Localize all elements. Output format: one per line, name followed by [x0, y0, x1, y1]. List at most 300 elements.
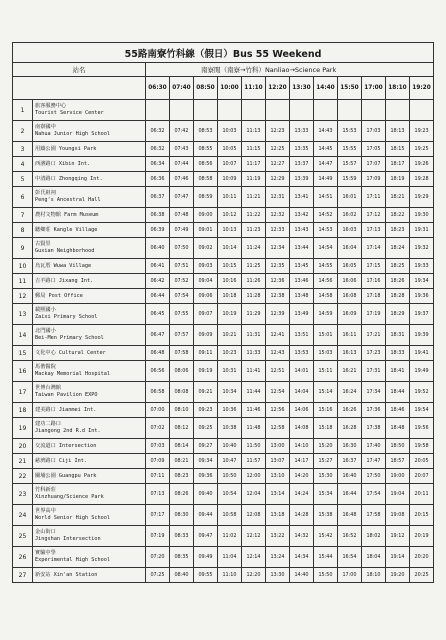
stop-row [13, 346, 434, 361]
departure-time-cell: 06:47 [146, 325, 170, 346]
departure-time-cell: 09:19 [194, 361, 218, 382]
departure-time-cell: 20:15 [410, 505, 434, 526]
departure-time-cell: 14:10 [290, 439, 314, 454]
departure-time-cell: 16:08 [338, 289, 362, 304]
stop-name [33, 325, 146, 346]
departure-time-cell: 19:58 [410, 439, 434, 454]
departure-time-cell: 13:41 [290, 187, 314, 208]
departure-times-header-row [13, 77, 434, 100]
stop-number: 20 [13, 439, 33, 454]
departure-time-cell: 09:09 [194, 325, 218, 346]
departure-time-cell: 13:39 [290, 172, 314, 187]
departure-time-header: 19:20 [410, 77, 434, 100]
departure-time-cell: 09:01 [194, 223, 218, 238]
stop-number: 19 [13, 418, 33, 439]
departure-time-cell: 07:43 [170, 142, 194, 157]
departure-time-cell: 14:32 [290, 526, 314, 547]
departure-time-cell: 12:27 [266, 157, 290, 172]
departure-time-cell: 16:11 [338, 325, 362, 346]
stop-name-english: Peng's Ancestral Hall [35, 197, 101, 203]
departure-time-cell: 19:30 [410, 208, 434, 223]
departure-time-cell: 14:52 [314, 208, 338, 223]
departure-time-cell: 14:20 [290, 469, 314, 484]
departure-time-cell: 10:47 [218, 454, 242, 469]
departure-time-cell: 13:00 [266, 439, 290, 454]
departure-time-cell: 07:48 [170, 208, 194, 223]
departure-time-cell: 08:08 [170, 382, 194, 403]
departure-time-cell: 06:40 [146, 238, 170, 259]
departure-time-cell: 08:35 [170, 547, 194, 568]
departure-time-cell: 19:04 [386, 484, 410, 505]
stop-name: 吉羊路口 Jixang Int. [33, 274, 146, 289]
stop-name: 關埔公園 Guangpu Park [33, 469, 146, 484]
departure-time-cell: 15:44 [314, 547, 338, 568]
departure-time-header: 17:00 [362, 77, 386, 100]
stop-name: 用鑄公園 Youngxi Park [33, 142, 146, 157]
departure-time-cell: 15:01 [314, 325, 338, 346]
stop-number: 5 [13, 172, 33, 187]
departure-time-cell: 12:39 [266, 304, 290, 325]
departure-time-cell: 06:44 [146, 289, 170, 304]
departure-time-cell: 10:05 [218, 142, 242, 157]
departure-time-cell: 10:50 [218, 469, 242, 484]
departure-time-cell: 11:46 [242, 403, 266, 418]
stop-name: 文化中心 Cultural Center [33, 346, 146, 361]
stop-number: 23 [13, 484, 33, 505]
departure-time-cell: 14:54 [314, 238, 338, 259]
departure-time-cell [170, 100, 194, 121]
departure-time-cell [242, 100, 266, 121]
departure-time-cell: 12:14 [242, 547, 266, 568]
departure-time-cell: 20:11 [410, 484, 434, 505]
departure-time-cell: 10:18 [218, 289, 242, 304]
departure-time-cell: 10:11 [218, 187, 242, 208]
stop-number: 21 [13, 454, 33, 469]
departure-time-cell: 08:33 [170, 526, 194, 547]
departure-time-cell: 14:06 [290, 403, 314, 418]
departure-time-cell: 11:10 [218, 568, 242, 583]
departure-time-cell: 10:14 [218, 238, 242, 259]
stop-name-chinese: 古賢里 [35, 241, 51, 247]
stop-name-chinese: 北門國小 [35, 328, 56, 334]
departure-time-cell: 11:50 [242, 439, 266, 454]
stop-name [33, 187, 146, 208]
stop-name: 郵局 Post Office [33, 289, 146, 304]
stop-name-english: Xinzhuang/Science Park [35, 494, 104, 500]
departure-time-cell: 16:03 [338, 223, 362, 238]
stop-number: 13 [13, 304, 33, 325]
departure-time-cell: 12:56 [266, 403, 290, 418]
departure-time-cell: 12:41 [266, 325, 290, 346]
stop-name-chinese: 建功二路口 [35, 421, 61, 427]
departure-time-cell: 17:00 [338, 568, 362, 583]
departure-time-cell: 09:34 [194, 454, 218, 469]
stop-number: 3 [13, 142, 33, 157]
departure-time-cell: 16:54 [338, 547, 362, 568]
departure-time-cell: 07:57 [170, 325, 194, 346]
departure-time-cell: 10:13 [218, 223, 242, 238]
departure-time-cell: 13:18 [266, 505, 290, 526]
departure-time-header: 14:40 [314, 77, 338, 100]
departure-time-cell: 11:48 [242, 418, 266, 439]
departure-time-cell: 17:58 [362, 505, 386, 526]
departure-time-cell: 17:09 [362, 172, 386, 187]
route-header: 南寮閒（南寮→竹科）Nanliao→Science Park [146, 63, 434, 77]
departure-time-cell: 17:38 [362, 418, 386, 439]
departure-time-cell: 08:06 [170, 361, 194, 382]
times-header-spacer [13, 77, 146, 100]
stop-number: 4 [13, 157, 33, 172]
departure-time-cell: 11:57 [242, 454, 266, 469]
stop-number: 14 [13, 325, 33, 346]
departure-time-cell: 12:32 [266, 208, 290, 223]
departure-time-cell: 20:07 [410, 469, 434, 484]
stop-name-english: World Senior High School [35, 515, 110, 521]
departure-time-cell: 12:35 [266, 259, 290, 274]
stop-name-chinese: 世博台灣館 [35, 385, 61, 391]
departure-time-cell: 14:01 [290, 361, 314, 382]
stop-name [33, 418, 146, 439]
departure-time-cell: 08:14 [170, 439, 194, 454]
stop-row [13, 172, 434, 187]
departure-time-cell [410, 100, 434, 121]
departure-time-cell: 17:11 [362, 187, 386, 208]
stop-row [13, 304, 434, 325]
departure-time-cell: 17:15 [362, 259, 386, 274]
departure-time-cell: 08:10 [170, 403, 194, 418]
departure-time-cell: 16:44 [338, 484, 362, 505]
departure-time-cell: 14:59 [314, 304, 338, 325]
stop-row [13, 418, 434, 439]
stop-name-english: Zaixi Primary School [35, 314, 98, 320]
stop-row [13, 454, 434, 469]
departure-time-cell: 07:58 [170, 346, 194, 361]
departure-time-cell: 20:05 [410, 454, 434, 469]
departure-time-cell: 18:41 [386, 361, 410, 382]
departure-time-header: 07:40 [170, 77, 194, 100]
stop-name-english: Nahua Junior High School [35, 131, 110, 137]
departure-time-cell: 09:02 [194, 238, 218, 259]
stop-name [33, 382, 146, 403]
departure-time-cell: 13:48 [290, 289, 314, 304]
departure-time-cell: 18:26 [386, 274, 410, 289]
departure-time-cell: 17:14 [362, 238, 386, 259]
departure-time-cell: 14:28 [290, 505, 314, 526]
departure-time-cell: 11:24 [242, 238, 266, 259]
stop-row [13, 505, 434, 526]
departure-time-cell: 14:58 [314, 289, 338, 304]
departure-time-cell: 12:00 [242, 469, 266, 484]
departure-time-cell [362, 100, 386, 121]
departure-time-cell: 15:18 [314, 418, 338, 439]
departure-time-cell: 10:21 [218, 325, 242, 346]
stop-name: 烏瓦厝 Wuwa Village [33, 259, 146, 274]
departure-time-cell: 11:28 [242, 289, 266, 304]
departure-time-cell: 17:07 [362, 157, 386, 172]
departure-time-cell: 11:19 [242, 172, 266, 187]
timetable-sheet [12, 42, 433, 583]
stop-name [33, 361, 146, 382]
departure-time-cell: 10:07 [218, 157, 242, 172]
departure-time-cell: 16:24 [338, 382, 362, 403]
stop-number: 24 [13, 505, 33, 526]
departure-time-cell: 13:24 [266, 547, 290, 568]
departure-time-cell: 16:52 [338, 526, 362, 547]
departure-time-cell: 16:48 [338, 505, 362, 526]
stop-row [13, 325, 434, 346]
departure-time-cell [218, 100, 242, 121]
departure-time-cell: 14:53 [314, 223, 338, 238]
departure-time-header: 10:00 [218, 77, 242, 100]
departure-time-cell: 15:57 [338, 157, 362, 172]
departure-time-cell: 20:19 [410, 526, 434, 547]
stop-name-english: Experimental High School [35, 557, 110, 563]
departure-time-cell: 11:23 [242, 223, 266, 238]
departure-time-cell: 09:07 [194, 304, 218, 325]
departure-time-cell: 19:20 [386, 568, 410, 583]
stop-row [13, 238, 434, 259]
stop-row [13, 259, 434, 274]
departure-time-cell: 13:44 [290, 238, 314, 259]
departure-time-cell: 18:48 [386, 418, 410, 439]
departure-time-cell: 09:27 [194, 439, 218, 454]
departure-time-cell: 09:00 [194, 208, 218, 223]
departure-time-cell: 19:52 [410, 382, 434, 403]
stop-row [13, 142, 434, 157]
departure-time-cell [266, 100, 290, 121]
departure-time-cell: 07:42 [170, 121, 194, 142]
departure-time-cell: 12:36 [266, 274, 290, 289]
stop-name: 中清路口 Zhongqing Int. [33, 172, 146, 187]
departure-time-cell: 16:40 [338, 469, 362, 484]
stop-name-chinese: 實驗中學 [35, 550, 56, 556]
departure-time-cell: 18:46 [386, 403, 410, 418]
departure-time-cell: 10:09 [218, 172, 242, 187]
stop-name-chinese: 金山街口 [35, 529, 56, 535]
departure-time-cell: 06:32 [146, 142, 170, 157]
departure-time-cell: 19:28 [410, 172, 434, 187]
departure-time-cell: 11:21 [242, 187, 266, 208]
departure-time-cell: 14:45 [314, 142, 338, 157]
departure-time-cell: 06:34 [146, 157, 170, 172]
departure-time-cell: 19:23 [410, 121, 434, 142]
departure-time-cell: 19:41 [410, 346, 434, 361]
departure-time-cell: 19:14 [386, 547, 410, 568]
departure-time-cell: 07:11 [146, 469, 170, 484]
departure-time-cell: 18:57 [386, 454, 410, 469]
stop-name [33, 238, 146, 259]
departure-time-cell: 17:03 [362, 121, 386, 142]
departure-time-cell: 17:23 [362, 346, 386, 361]
departure-time-cell: 13:43 [290, 223, 314, 238]
stop-number: 6 [13, 187, 33, 208]
stop-row [13, 274, 434, 289]
departure-time-cell: 12:43 [266, 346, 290, 361]
departure-time-cell: 12:29 [266, 172, 290, 187]
departure-time-cell: 19:54 [410, 403, 434, 418]
departure-time-cell: 09:11 [194, 346, 218, 361]
departure-time-cell: 07:55 [170, 304, 194, 325]
stop-name [33, 547, 146, 568]
departure-time-cell: 19:31 [410, 223, 434, 238]
departure-time-cell: 07:54 [170, 289, 194, 304]
departure-time-cell: 15:38 [314, 505, 338, 526]
departure-time-cell: 16:04 [338, 238, 362, 259]
departure-time-cell: 13:35 [290, 142, 314, 157]
departure-time-cell: 19:39 [410, 325, 434, 346]
departure-time-cell: 07:50 [170, 238, 194, 259]
stop-row [13, 526, 434, 547]
departure-time-cell: 18:28 [386, 289, 410, 304]
departure-time-cell: 17:18 [362, 289, 386, 304]
departure-time-cell [194, 100, 218, 121]
departure-time-cell: 11:17 [242, 157, 266, 172]
timetable [12, 42, 434, 583]
timetable-title: 55路南寮竹科線（假日）Bus 55 Weekend [13, 43, 434, 63]
departure-time-cell: 10:03 [218, 121, 242, 142]
departure-time-cell: 16:09 [338, 304, 362, 325]
departure-time-cell: 17:36 [362, 403, 386, 418]
departure-time-cell: 18:22 [386, 208, 410, 223]
departure-time-cell: 12:54 [266, 382, 290, 403]
departure-time-cell: 10:23 [218, 346, 242, 361]
departure-time-header: 06:30 [146, 77, 170, 100]
stop-row [13, 157, 434, 172]
stop-row [13, 568, 434, 583]
departure-time-cell: 19:29 [410, 187, 434, 208]
departure-time-cell: 18:24 [386, 238, 410, 259]
departure-time-cell: 17:47 [362, 454, 386, 469]
departure-time-cell: 07:44 [170, 157, 194, 172]
stop-name-english: Bei-Men Primary School [35, 335, 104, 341]
departure-time-cell: 16:02 [338, 208, 362, 223]
stop-name-chinese: 世界高中 [35, 508, 56, 514]
departure-time-cell: 17:12 [362, 208, 386, 223]
departure-time-cell: 10:58 [218, 505, 242, 526]
departure-time-cell: 07:47 [170, 187, 194, 208]
stop-row [13, 187, 434, 208]
departure-time-cell: 07:19 [146, 526, 170, 547]
departure-time-cell: 14:24 [290, 484, 314, 505]
departure-time-cell: 08:26 [170, 484, 194, 505]
departure-time-cell: 07:20 [146, 547, 170, 568]
stop-name-english: Tourist Service Center [35, 110, 104, 116]
departure-time-cell: 09:47 [194, 526, 218, 547]
departure-time-cell: 08:56 [194, 157, 218, 172]
departure-time-cell: 07:17 [146, 505, 170, 526]
departure-time-cell: 17:05 [362, 142, 386, 157]
departure-time-cell: 13:33 [290, 121, 314, 142]
departure-time-cell [314, 100, 338, 121]
departure-time-cell: 16:37 [338, 454, 362, 469]
departure-time-cell: 06:45 [146, 304, 170, 325]
stop-row [13, 547, 434, 568]
stop-name-chinese: 旅客服務中心 [35, 103, 67, 109]
departure-time-cell: 07:13 [146, 484, 170, 505]
stop-name [33, 121, 146, 142]
departure-time-cell: 14:34 [290, 547, 314, 568]
departure-time-cell: 14:04 [290, 382, 314, 403]
departure-time-cell: 15:27 [314, 454, 338, 469]
departure-time-cell: 15:03 [314, 346, 338, 361]
stop-row [13, 403, 434, 418]
departure-time-cell [146, 100, 170, 121]
departure-time-cell: 07:09 [146, 454, 170, 469]
departure-time-cell: 13:22 [266, 526, 290, 547]
departure-time-cell: 16:21 [338, 361, 362, 382]
departure-time-cell: 17:21 [362, 325, 386, 346]
departure-time-cell: 19:26 [410, 157, 434, 172]
stop-number: 18 [13, 403, 33, 418]
departure-time-cell: 18:50 [386, 439, 410, 454]
departure-time-cell: 15:59 [338, 172, 362, 187]
stop-number: 8 [13, 223, 33, 238]
departure-time-cell: 19:37 [410, 304, 434, 325]
departure-time-cell: 08:53 [194, 121, 218, 142]
departure-time-cell: 07:00 [146, 403, 170, 418]
departure-time-cell: 09:06 [194, 289, 218, 304]
departure-time-cell: 07:49 [170, 223, 194, 238]
departure-time-cell: 06:38 [146, 208, 170, 223]
departure-time-cell: 06:41 [146, 259, 170, 274]
stop-number: 27 [13, 568, 33, 583]
departure-time-cell: 16:26 [338, 403, 362, 418]
departure-time-cell: 13:30 [266, 568, 290, 583]
stop-number: 15 [13, 346, 33, 361]
departure-time-cell: 19:34 [410, 274, 434, 289]
departure-time-cell: 13:53 [290, 346, 314, 361]
departure-time-cell: 15:30 [314, 469, 338, 484]
departure-time-cell: 11:31 [242, 325, 266, 346]
departure-time-cell: 06:56 [146, 361, 170, 382]
stop-name: 聽鄉莊 Kangle Village [33, 223, 146, 238]
departure-time-cell: 19:00 [386, 469, 410, 484]
departure-time-cell: 14:55 [314, 259, 338, 274]
departure-time-cell: 17:19 [362, 304, 386, 325]
departure-time-cell: 19:32 [410, 238, 434, 259]
departure-time-cell: 10:15 [218, 259, 242, 274]
stop-number: 9 [13, 238, 33, 259]
stop-row [13, 382, 434, 403]
departure-time-cell: 14:43 [314, 121, 338, 142]
departure-time-cell: 08:55 [194, 142, 218, 157]
departure-time-header: 08:50 [194, 77, 218, 100]
departure-time-cell: 11:25 [242, 259, 266, 274]
departure-time-cell: 17:50 [362, 469, 386, 484]
departure-time-cell: 11:02 [218, 526, 242, 547]
departure-time-cell: 18:31 [386, 325, 410, 346]
departure-time-cell: 12:25 [266, 142, 290, 157]
departure-time-cell: 18:44 [386, 382, 410, 403]
departure-time-cell: 11:33 [242, 346, 266, 361]
departure-time-cell: 16:06 [338, 274, 362, 289]
stop-name [33, 100, 146, 121]
stop-name: 農村文物館 Farm Museum [33, 208, 146, 223]
departure-time-cell: 07:25 [146, 568, 170, 583]
departure-time-cell: 15:11 [314, 361, 338, 382]
departure-time-cell: 06:36 [146, 172, 170, 187]
departure-time-cell: 15:14 [314, 382, 338, 403]
departure-time-cell: 11:15 [242, 142, 266, 157]
departure-time-cell: 12:20 [242, 568, 266, 583]
departure-time-cell: 13:42 [290, 208, 314, 223]
departure-time-cell: 15:42 [314, 526, 338, 547]
departure-time-cell: 11:04 [218, 547, 242, 568]
departure-time-cell: 16:30 [338, 439, 362, 454]
stop-name-chinese: 南寮國中 [35, 124, 56, 130]
departure-time-cell: 08:23 [170, 469, 194, 484]
departure-time-cell: 18:25 [386, 259, 410, 274]
